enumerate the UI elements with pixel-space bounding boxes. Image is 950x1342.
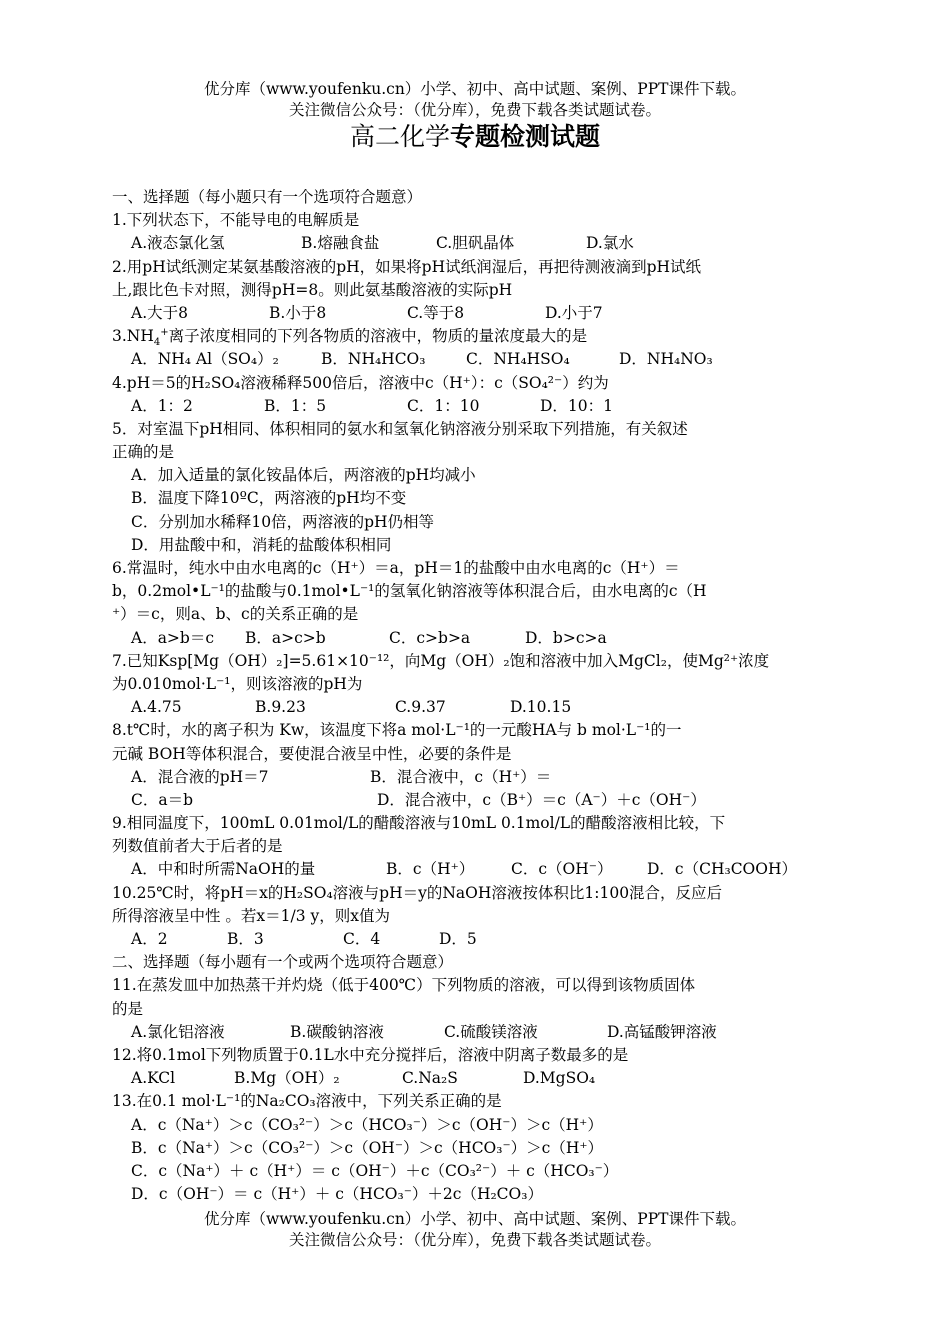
- q13-option-a: A．c（Na⁺）＞c（CO₃²⁻）＞c（HCO₃⁻）＞c（OH⁻）＞c（H⁺）: [131, 1115, 603, 1134]
- q10-stem-2: 所得溶液呈中性 。若x＝1/3 y，则x值为: [112, 906, 391, 925]
- q6-stem-2: b，0.2mol•L⁻¹的盐酸与0.1mol•L⁻¹的氢氧化钠溶液等体积混合后，由水电离的c（H: [112, 582, 707, 601]
- q12-option-c: C.Na₂S: [402, 1069, 458, 1088]
- q11-option-d: D.高锰酸钾溶液: [607, 1022, 717, 1041]
- q5-option-c: C．分别加水稀释10倍，两溶液的pH仍相等: [131, 512, 435, 531]
- q5-stem-1: 5．对室温下pH相同、体积相同的氨水和氢氧化钠溶液分别采取下列措施，有关叙述: [112, 419, 688, 438]
- q2-option-d: D.小于7: [545, 303, 603, 322]
- q12-option-a: A.KCl: [131, 1069, 176, 1088]
- q10-options: [112, 928, 832, 951]
- header-line-2: 关注微信公众号：（优分库），免费下载各类试题试卷。: [288, 101, 661, 119]
- q7-option-c: C.9.37: [395, 698, 446, 717]
- q9-option-a: A．中和时所需NaOH的量: [131, 860, 316, 879]
- q6-stem-1: 6.常温时，纯水中由水电离的c（H⁺）＝a，pH＝1的盐酸中由水电离的c（H⁺）＝: [112, 559, 680, 577]
- q3-option-c: C．NH₄HSO₄: [466, 350, 570, 369]
- q1-option-d: D.氯水: [586, 234, 634, 253]
- q7-options: [112, 696, 832, 719]
- q8-stem-2: 元碱 BOH等体积混合，要使混合液呈中性，必要的条件是: [112, 744, 512, 763]
- q13-option-c: C．c（Na⁺）＋ c（H⁺）＝ c（OH⁻）＋c（CO₃²⁻）＋ c（HCO₃⁻）: [131, 1161, 619, 1180]
- q10-option-b: B．3: [227, 930, 264, 948]
- q12-option-b: B.Mg（OH）₂: [234, 1069, 340, 1088]
- q3-option-b: B．NH₄HCO₃: [321, 350, 426, 369]
- q8-options-row-2: [112, 789, 832, 812]
- q7-option-a: A.4.75: [131, 698, 182, 717]
- q11-option-b: B.碳酸钠溶液: [290, 1022, 384, 1041]
- q7-stem-2: 为0.010mol·L⁻¹，则该溶液的pH为: [112, 674, 363, 693]
- q4-option-a: A．1：2: [131, 396, 193, 415]
- q11-stem-2: 的是: [112, 999, 144, 1018]
- q13-stem: 13.在0.1 mol·L⁻¹的Na₂CO₃溶液中，下列关系正确的是: [112, 1092, 502, 1111]
- q7-stem-1: 7.已知Ksp[Mg（OH）₂]=5.61×10⁻¹²，向Mg（OH）₂饱和溶液中加入MgCl₂，使Mg²⁺浓度: [112, 651, 770, 670]
- q4-option-c: C．1：10: [407, 396, 480, 415]
- q5-stem-2: 正确的是: [112, 443, 175, 462]
- q10-option-a: A．2: [131, 930, 168, 948]
- q13-option-b: B．c（Na⁺）＞c（CO₃²⁻）＞c（OH⁻）＞c（HCO₃⁻）＞c（H⁺）: [131, 1138, 604, 1157]
- q6-options: [112, 627, 832, 650]
- q5-option-a: A．加入适量的氯化铵晶体后，两溶液的pH均减小: [131, 466, 476, 485]
- title-part-1: 高二化学: [349, 122, 450, 151]
- q9-options: [112, 858, 832, 881]
- q4-stem: 4.pH＝5的H₂SO₄溶液稀释500倍后，溶液中c（H⁺）：c（SO₄²⁻）约为: [112, 373, 609, 392]
- q11-option-c: C.硫酸镁溶液: [444, 1022, 538, 1041]
- q8-option-a: A．混合液的pH＝7: [131, 767, 269, 786]
- q3-options: [112, 348, 832, 371]
- section-1-heading: 一、选择题（每小题只有一个选项符合题意）: [112, 188, 423, 206]
- q10-option-d: D．5: [439, 930, 477, 948]
- q12-stem: 12.将0.1mol下列物质置于0.1L水中充分搅拌后，溶液中阴离子数最多的是: [112, 1045, 629, 1064]
- q4-options: [112, 395, 832, 418]
- q7-option-b: B.9.23: [255, 698, 306, 717]
- q6-option-c: C．c>b>a: [389, 628, 471, 647]
- q2-option-b: B.小于8: [269, 303, 327, 322]
- q3-stem-part-2: 离子浓度相同的下列各物质的溶液中，物质的量浓度最大的是: [168, 327, 588, 346]
- q6-option-b: B．a>c>b: [245, 628, 326, 647]
- q10-option-c: C．4: [343, 930, 381, 948]
- q8-option-c: C．a＝b: [131, 790, 194, 809]
- q1-option-a: A.液态氯化氢: [131, 234, 225, 253]
- q11-stem-1: 11.在蒸发皿中加热蒸干并灼烧（低于400℃）下列物质的溶液，可以得到该物质固体: [112, 976, 696, 995]
- q9-option-b: B．c（H⁺）: [386, 860, 475, 879]
- section-2-heading: 二、选择题（每小题有一个或两个选项符合题意）: [112, 953, 454, 972]
- q12-options: [112, 1067, 832, 1090]
- q9-option-c: C．c（OH⁻）: [511, 860, 613, 879]
- q9-option-d: D．c（CH₃COOH）: [647, 860, 797, 879]
- q3-option-a: A．NH₄ Al（SO₄）₂: [131, 350, 279, 369]
- q4-option-b: B．1：5: [264, 396, 327, 415]
- q2-stem-1: 2.用pH试纸测定某氨基酸溶液的pH，如果将pH试纸润湿后，再把待测液滴到pH试纸: [112, 257, 702, 276]
- q5-option-b: B．温度下降10ºC，两溶液的pH均不变: [131, 489, 407, 508]
- q3-stem-part-1: 3.NH: [112, 327, 154, 346]
- q2-option-c: C.等于8: [407, 303, 465, 322]
- footer-line-1: 优分库（www.youfenku.cn）小学、初中、高中试题、案例、PPT课件下载。: [203, 1210, 747, 1228]
- q6-option-d: D．b>c>a: [525, 628, 607, 647]
- q11-option-a: A.氯化铝溶液: [131, 1022, 225, 1041]
- q7-option-d: D.10.15: [510, 698, 572, 717]
- q8-stem-1: 8.t℃时，水的离子积为 Kw，该温度下将a mol·L⁻¹的一元酸HA与 b mol·L⁻¹的一: [112, 721, 682, 740]
- title-part-2: 专题检测试题: [450, 122, 601, 151]
- q1-options: [112, 232, 832, 255]
- q5-option-d: D．用盐酸中和，消耗的盐酸体积相同: [131, 535, 392, 554]
- q2-options: [112, 302, 832, 325]
- q2-stem-2: 上,跟比色卡对照，测得pH=8。则此氨基酸溶液的实际pH: [112, 280, 513, 299]
- header-line-1: 优分库（www.youfenku.cn）小学、初中、高中试题、案例、PPT课件下载。: [203, 80, 747, 98]
- q9-stem-2: 列数值前者大于后者的是: [112, 837, 283, 856]
- q8-option-b: B．混合液中，c（H⁺）＝: [370, 767, 552, 786]
- question-body: [112, 186, 832, 1206]
- q8-option-d: D．混合液中，c（B⁺）＝c（A⁻）＋c（OH⁻）: [377, 790, 706, 809]
- q4-option-d: D．10：1: [540, 396, 614, 415]
- q1-option-c: C.胆矾晶体: [436, 234, 515, 253]
- page-title: [0, 120, 950, 154]
- q6-option-a: A．a>b＝c: [131, 628, 215, 647]
- q11-options: [112, 1021, 832, 1044]
- q8-options-row-1: [112, 766, 832, 789]
- q10-stem-1: 10.25℃时，将pH＝x的H₂SO₄溶液与pH＝y的NaOH溶液按体积比1:100混合，反应后: [112, 883, 723, 902]
- q3-stem: $3.NH_4^+$离子浓度相同的下列各物质的溶液中，物质的量浓度最大的是: [112, 326, 588, 349]
- q13-option-d: D．c（OH⁻）＝ c（H⁺）＋ c（HCO₃⁻）＋2c（H₂CO₃）: [131, 1185, 543, 1204]
- q3-option-d: D．NH₄NO₃: [619, 350, 713, 369]
- q6-stem-3: ⁺）＝c，则a、b、c的关系正确的是: [112, 605, 359, 624]
- q1-stem: 1.下列状态下，不能导电的电解质是: [112, 211, 360, 230]
- q12-option-d: D.MgSO₄: [523, 1069, 596, 1088]
- q2-option-a: A.大于8: [131, 303, 188, 322]
- q1-option-b: B.熔融食盐: [301, 234, 380, 253]
- footer-line-2: 关注微信公众号：（优分库），免费下载各类试题试卷。: [288, 1231, 661, 1249]
- q9-stem-1: 9.相同温度下，100mL 0.01mol/L的醋酸溶液与10mL 0.1mol/L的醋酸溶液相比较，下: [112, 814, 726, 833]
